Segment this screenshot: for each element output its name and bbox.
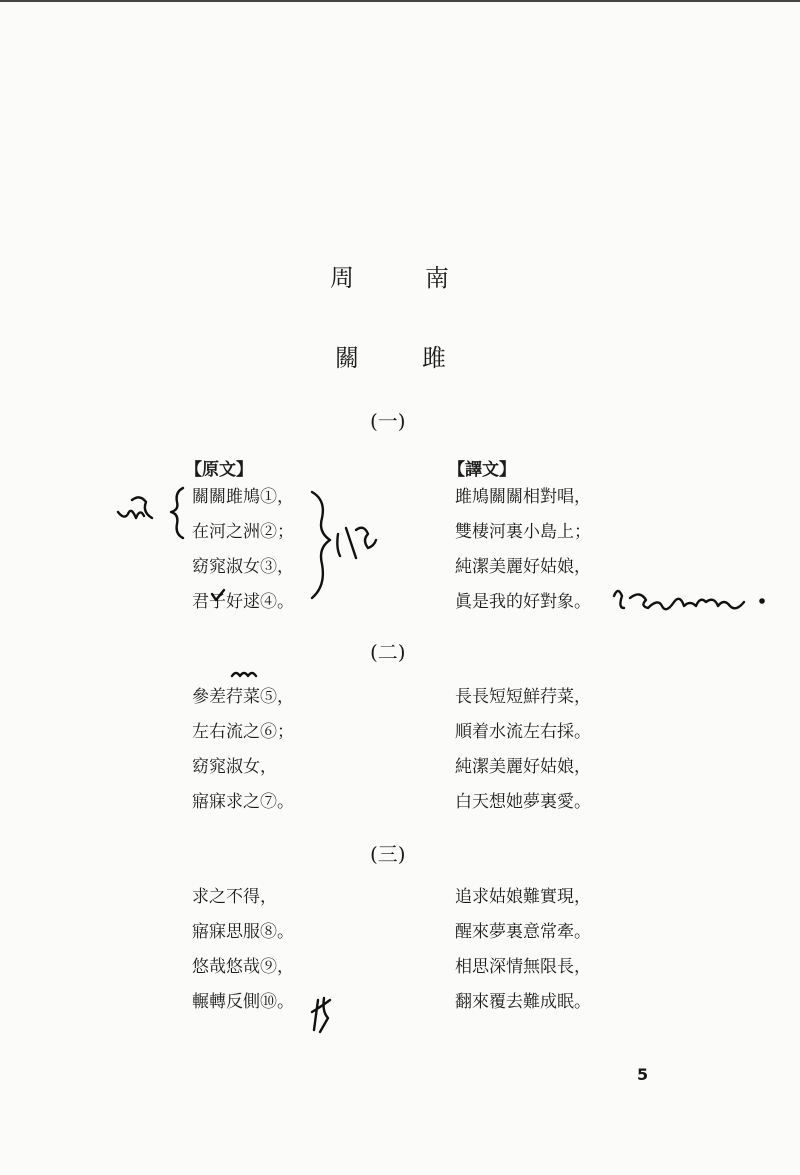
page-number: 5 <box>637 1065 649 1084</box>
translation-line: 雎鳩關關相對唱， <box>455 487 591 507</box>
left-margin-scribble <box>118 497 152 518</box>
verse-line: 寤寐求之⑦。 <box>192 792 294 812</box>
verse-line: 參差荇菜⑤， <box>192 687 294 707</box>
right-margin-scribble <box>614 591 744 609</box>
stanza-marker-2: (二) <box>370 640 406 664</box>
verse-line: 在河之洲②； <box>192 522 294 542</box>
verse-line: 悠哉悠哉⑨， <box>192 957 294 977</box>
verse-line: 君子好逑④。 <box>192 592 294 612</box>
chapter-title-char-1: 周 <box>330 264 354 292</box>
translation-line: 相思深情無限長， <box>455 957 591 977</box>
verse-line: 寤寐思服⑧。 <box>192 922 294 942</box>
translation-line: 長長短短鮮荇菜， <box>455 687 591 707</box>
verse-line: 窈窕淑女， <box>192 757 277 777</box>
translation-line: 追求姑娘難實現， <box>455 887 591 907</box>
verse-line: 輾轉反側⑩。 <box>192 992 294 1012</box>
poem-title-char-1: 關 <box>335 344 359 372</box>
verse-line: 關關雎鳩①， <box>192 487 294 507</box>
right-brace <box>312 492 330 598</box>
translation-line: 白天想她夢裏愛。 <box>455 792 591 812</box>
translation-line: 純潔美麗好姑娘， <box>455 557 591 577</box>
verse-line: 求之不得， <box>192 887 277 907</box>
translation-line: 醒來夢裏意常牽。 <box>455 922 591 942</box>
chapter-title-char-2: 南 <box>425 264 449 292</box>
translation-line: 翻來覆去難成眠。 <box>455 992 591 1012</box>
brace-note-scribble <box>337 528 376 558</box>
left-brace <box>171 488 183 538</box>
stanza-marker-1: (一) <box>370 409 406 433</box>
poem-title-char-2: 雎 <box>422 344 446 372</box>
translation-header: 【譯文】 <box>448 460 516 480</box>
original-header: 【原文】 <box>185 460 253 480</box>
small-annotation-scribble <box>232 673 256 676</box>
translation-line: 眞是我的好對象。 <box>455 592 591 612</box>
translation-line: 純潔美麗好姑娘， <box>455 757 591 777</box>
stanza-marker-3: (三) <box>370 842 406 866</box>
translation-line: 雙棲河裏小島上； <box>455 522 591 542</box>
verse-line: 窈窕淑女③， <box>192 557 294 577</box>
bottom-pen-mark <box>312 998 330 1032</box>
check-mark <box>212 590 224 600</box>
translation-line: 順着水流左右採。 <box>455 722 591 742</box>
verse-line: 左右流之⑥； <box>192 722 294 742</box>
